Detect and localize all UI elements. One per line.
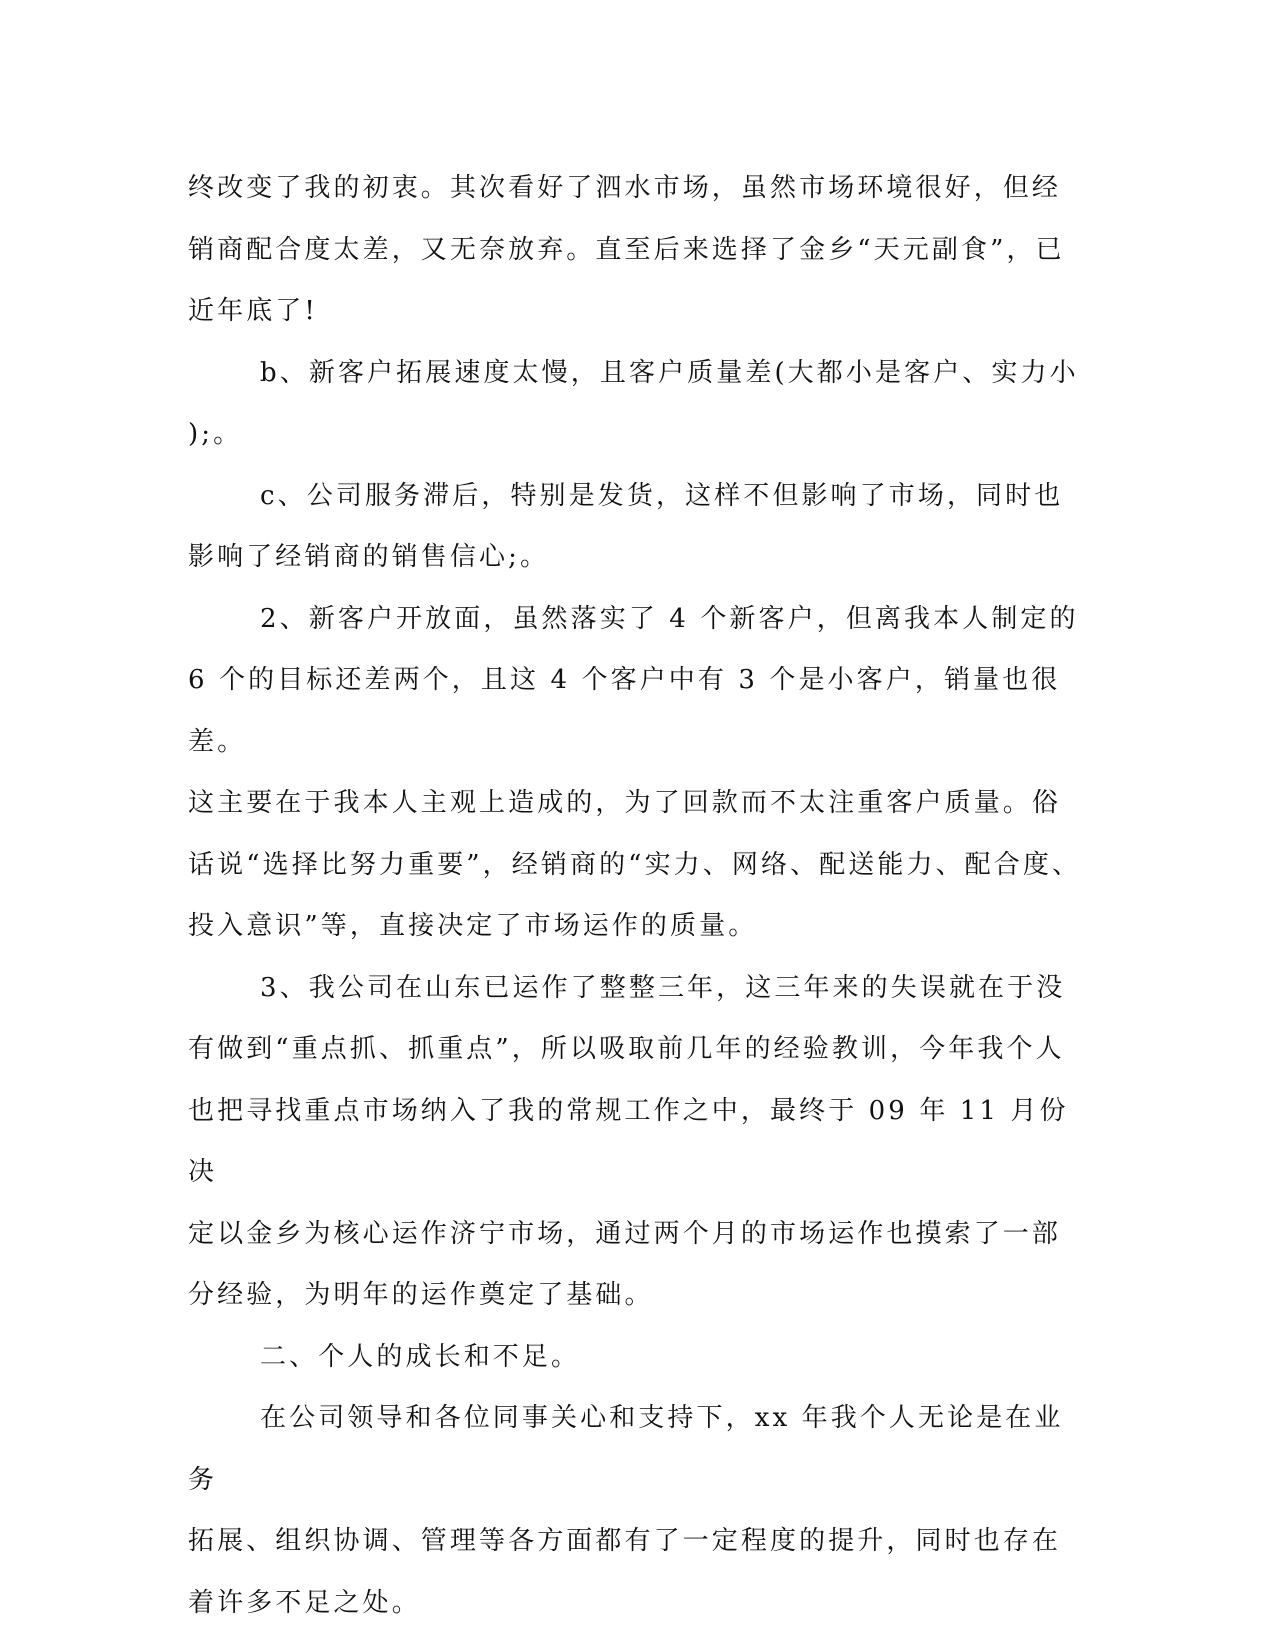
text-line: 终改变了我的初衷。其次看好了泗水市场，虽然市场环境很好，但经	[188, 173, 1062, 203]
text-line: b、新客户拓展速度太慢，且客户质量差(大都小是客户、实力小	[260, 357, 1079, 388]
text-line: 有做到“重点抓、抓重点”，所以吸取前几年的经验教训，今年我个人	[188, 1034, 1065, 1064]
section-heading: 二、个人的成长和不足。	[260, 1341, 581, 1372]
text-line: 2、新客户开放面，虽然落实了 4 个新客户，但离我本人制定的	[260, 603, 1079, 634]
text-line: 着许多不足之处。	[188, 1587, 421, 1618]
text-line: 话说“选择比努力重要”，经销商的“实力、网络、配送能力、配合度、	[188, 849, 1082, 880]
text-line: 销商配合度太差，又无奈放弃。直至后来选择了金乡“天元副食”，已	[188, 234, 1065, 265]
text-line: 也把寻找重点市场纳入了我的常规工作之中，最终于 09 年 11 月份决	[188, 1095, 1069, 1187]
text-line: 影响了经销商的销售信心;。	[188, 542, 550, 572]
text-line: 投入意识”等，直接决定了市场运作的质量。	[188, 911, 758, 941]
text-line: 6 个的目标还差两个，且这 4 个客户中有 3 个是小客户，销量也很差。	[188, 665, 1061, 757]
document-body	[188, 158, 1088, 1634]
text-line: c、公司服务滞后，特别是发货，这样不但影响了市场，同时也	[260, 480, 1064, 511]
text-line: 在公司领导和各位同事关心和支持下，xx 年我个人无论是在业务	[188, 1403, 1064, 1495]
text-line: 近年底了!	[188, 296, 318, 326]
text-line: );。	[188, 419, 243, 449]
text-line: 这主要在于我本人主观上造成的，为了回款而不太注重客户质量。俗	[188, 788, 1062, 818]
text-line: 拓展、组织协调、管理等各方面都有了一定程度的提升，同时也存在	[188, 1526, 1062, 1556]
text-line: 分经验，为明年的运作奠定了基础。	[188, 1280, 654, 1310]
text-line: 3、我公司在山东已运作了整整三年，这三年来的失误就在于没	[260, 972, 1066, 1003]
text-line: 定以金乡为核心运作济宁市场，通过两个月的市场运作也摸索了一部	[188, 1218, 1062, 1249]
